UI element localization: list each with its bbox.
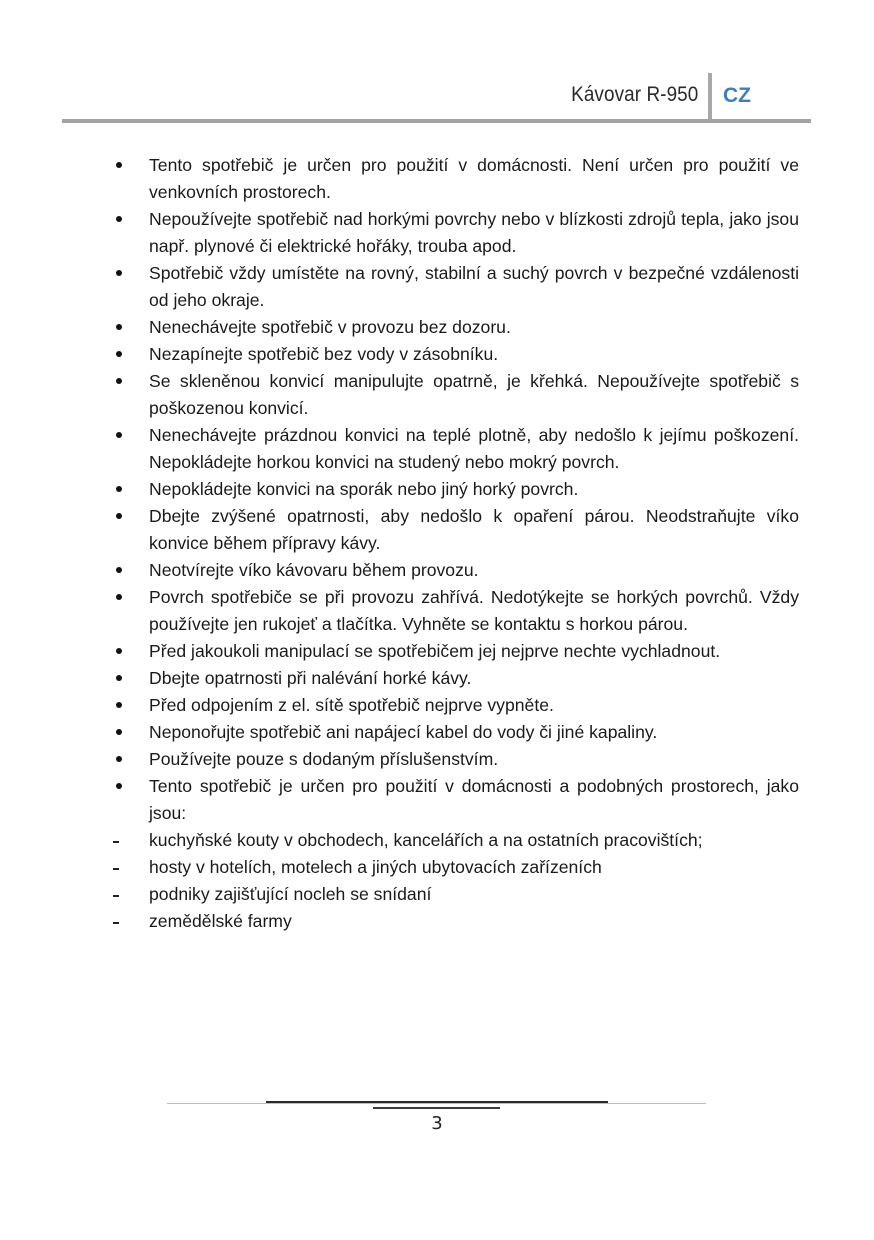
list-item-text: podniky zajišťující nocleh se snídaní: [149, 884, 432, 904]
bullet-marker: [0, 314, 134, 341]
safety-instructions-list: [0, 152, 874, 935]
bullet-list-item: [0, 692, 799, 719]
bullet-marker: [0, 422, 134, 449]
footer-rule: [167, 1103, 706, 1104]
list-item-text: Před odpojením z el. sítě spotřebič nejprve vypněte.: [149, 695, 554, 715]
bullet-marker: [0, 719, 134, 746]
list-item-text: Nepoužívejte spotřebič nad horkými povrchy nebo v blízkosti zdrojů tepla, jako jsou např. plynové či elektrické hořáky, trouba apod.: [149, 209, 799, 256]
bullet-marker: [0, 584, 134, 611]
list-item-text: Neotvírejte víko kávovaru během provozu.: [149, 560, 479, 580]
bullet-marker: [0, 260, 134, 287]
bullet-list-item: [0, 503, 799, 557]
bullet-marker: [0, 773, 134, 800]
list-item-text: Se skleněnou konvicí manipulujte opatrně, je křehká. Nepoužívejte spotřebič s poškozenou konvicí.: [149, 371, 799, 418]
dash-marker: [0, 881, 134, 908]
list-item-text: Neponořujte spotřebič ani napájecí kabel do vody či jiné kapaliny.: [149, 722, 658, 742]
list-item-text: Používejte pouze s dodaným příslušenstvím.: [149, 749, 499, 769]
bullet-marker: [0, 341, 134, 368]
dash-list-item: [0, 854, 799, 881]
language-code: CZ: [723, 84, 751, 107]
bullet-list-item: [0, 314, 799, 341]
bullet-marker: [0, 368, 134, 395]
list-item-text: Dbejte opatrnosti při nalévání horké kávy.: [149, 668, 472, 688]
bullet-marker: [0, 152, 134, 179]
dash-marker: [0, 827, 134, 854]
footer-rule-accent: [266, 1101, 608, 1103]
dash-marker: [0, 854, 134, 881]
header-title: Kávovar R-950: [570, 83, 698, 106]
bullet-marker: [0, 692, 134, 719]
bullet-list-item: [0, 719, 799, 746]
bullet-marker: [0, 746, 134, 773]
bullet-list-item: [0, 206, 799, 260]
list-item-text: Nepokládejte konvici na sporák nebo jiný horký povrch.: [149, 479, 579, 499]
bullet-list-item: [0, 773, 799, 827]
bullet-list-item: [0, 557, 799, 584]
list-item-text: Nenechávejte spotřebič v provozu bez dozoru.: [149, 317, 511, 337]
dash-marker: [0, 908, 134, 935]
dash-list-item: [0, 881, 799, 908]
footer-rule-short: [373, 1107, 500, 1109]
bullet-list-item: [0, 341, 799, 368]
list-item-text: Nenechávejte prázdnou konvici na teplé plotně, aby nedošlo k jejímu poškození. Nepokládejte horkou konvici na studený nebo mokrý povrch.: [149, 425, 799, 472]
list-item-text: Tento spotřebič je určen pro použití v domácnosti a podobných prostorech, jako jsou:: [149, 776, 799, 823]
header-divider: [708, 73, 712, 121]
dash-list-item: [0, 827, 799, 854]
list-item-text: zemědělské farmy: [149, 911, 292, 931]
list-item-text: Před jakoukoli manipulací se spotřebičem jej nejprve nechte vychladnout.: [149, 641, 721, 661]
bullet-list-item: [0, 638, 799, 665]
list-item-text: Tento spotřebič je určen pro použití v domácnosti. Není určen pro použití ve venkovních prostorech.: [149, 155, 799, 202]
bullet-list-item: [0, 368, 799, 422]
bullet-marker: [0, 206, 134, 233]
bullet-list-item: [0, 746, 799, 773]
dash-list-item: [0, 908, 799, 935]
bullet-marker: [0, 638, 134, 665]
list-item-text: Povrch spotřebiče se při provozu zahřívá. Nedotýkejte se horkých povrchů. Vždy používejte jen rukojeť a tlačítka. Vyhněte se kontaktu s horkou párou.: [149, 587, 799, 634]
bullet-list-item: [0, 665, 799, 692]
list-item-text: Spotřebič vždy umístěte na rovný, stabilní a suchý povrch v bezpečné vzdálenosti od jeho okraje.: [149, 263, 799, 310]
list-item-text: hosty v hotelích, motelech a jiných ubytovacích zařízeních: [149, 857, 602, 877]
bullet-marker: [0, 557, 134, 584]
bullet-marker: [0, 476, 134, 503]
bullet-list-item: [0, 422, 799, 476]
header-rule: [62, 119, 811, 123]
bullet-list-item: [0, 260, 799, 314]
list-item-text: kuchyňské kouty v obchodech, kancelářích a na ostatních pracovištích;: [149, 830, 703, 850]
bullet-list-item: [0, 152, 799, 206]
bullet-list-item: [0, 476, 799, 503]
bullet-marker: [0, 665, 134, 692]
bullet-marker: [0, 503, 134, 530]
bullet-list-item: [0, 584, 799, 638]
list-item-text: Dbejte zvýšené opatrnosti, aby nedošlo k opaření párou. Neodstraňujte víko konvice během přípravy kávy.: [149, 506, 799, 553]
page-number: 3: [431, 1113, 443, 1134]
list-item-text: Nezapínejte spotřebič bez vody v zásobníku.: [149, 344, 499, 364]
